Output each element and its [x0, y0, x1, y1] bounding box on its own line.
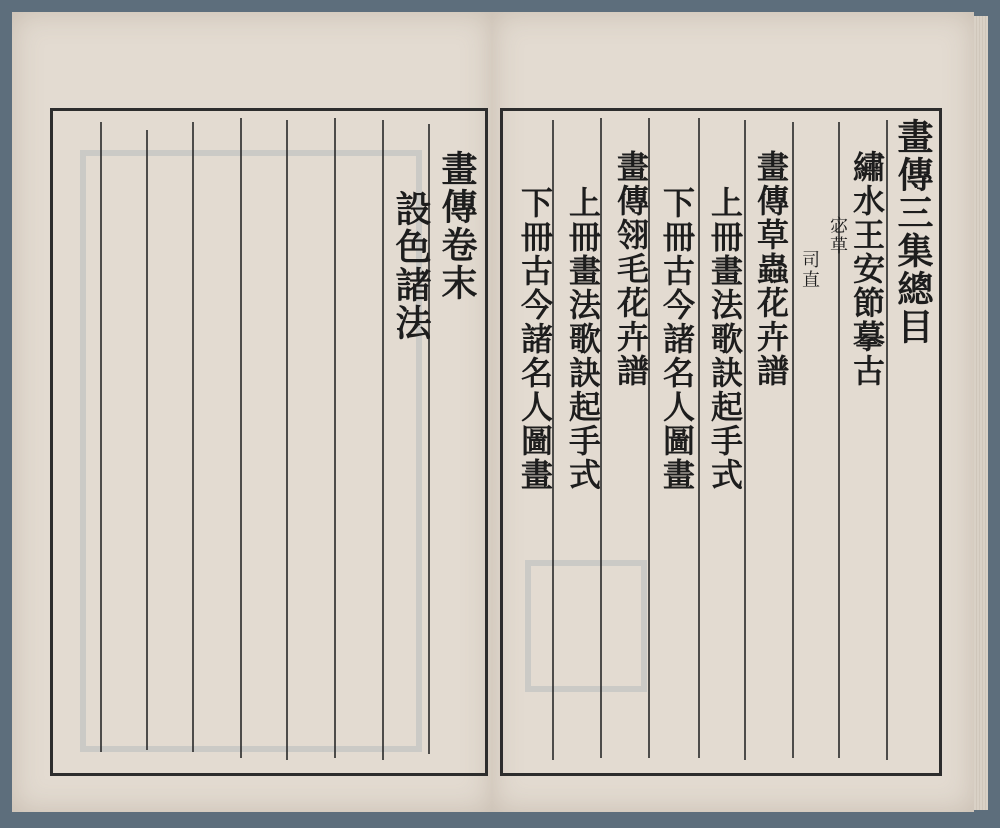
catalogue-title: 畫傳三集總目 — [892, 118, 934, 346]
column-rule — [100, 122, 102, 752]
insect-vol2: 下冊古今諸名人圖畫 — [658, 186, 696, 492]
bird-vol1: 上冊畫法歌訣起手式 — [564, 186, 602, 492]
annotation-mi-cao: 宓草 — [827, 216, 848, 256]
column-rule — [192, 122, 194, 752]
insect-vol1: 上冊畫法歌訣起手式 — [706, 186, 744, 492]
column-rule — [382, 120, 384, 760]
column-rule — [146, 130, 148, 750]
column-rule — [286, 120, 288, 760]
page-edge — [974, 16, 988, 810]
bird-flower-heading: 畫傳翎毛花卉譜 — [612, 150, 650, 388]
compiler-line: 繡水王安節摹古 — [848, 150, 886, 388]
bird-vol2: 下冊古今諸名人圖畫 — [516, 186, 554, 492]
column-rule — [334, 118, 336, 758]
section-title: 設色諸法 — [390, 190, 432, 342]
column-rule — [240, 118, 242, 758]
annotation-si-zhi: 司直 — [799, 250, 820, 290]
volume-title: 畫傳卷末 — [436, 150, 478, 302]
insect-flower-heading: 畫傳草蟲花卉譜 — [752, 150, 790, 388]
